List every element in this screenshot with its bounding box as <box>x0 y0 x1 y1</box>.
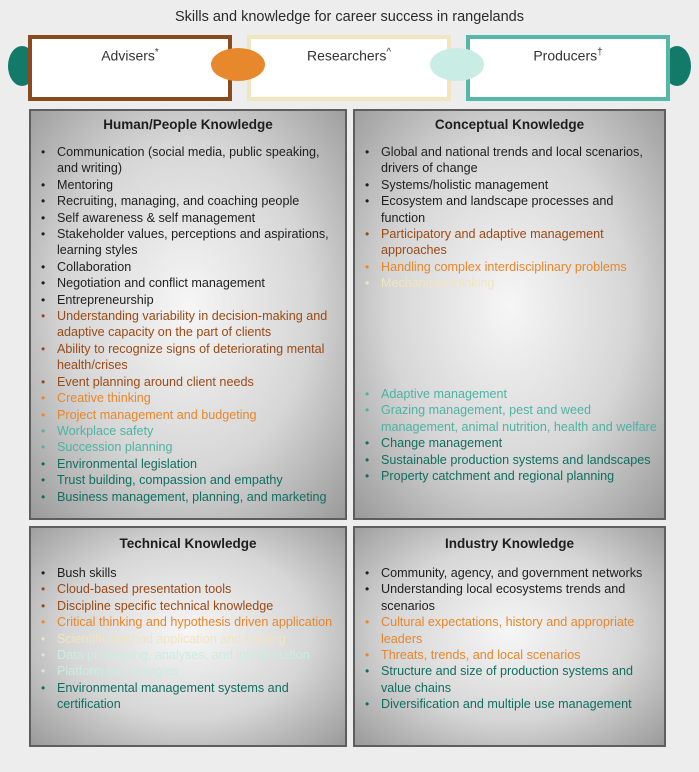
panel-title-industry: Industry Knowledge <box>444 536 574 551</box>
list-item: • Ecosystem and landscape processes and function <box>361 193 659 226</box>
role-mark-producers: † <box>597 47 603 58</box>
list-item: • Ability to recognize signs of deteriorating mental health/crises <box>37 341 337 374</box>
list-item: • Discipline specific technical knowledge <box>37 598 337 614</box>
list-item: • Global and national trends and local scenarios, drivers of change <box>361 144 659 177</box>
list-item: • Event planning around client needs <box>37 374 337 390</box>
list-item: • Project management and budgeting <box>37 407 337 423</box>
list-item: • Succession planning <box>37 439 337 455</box>
list-item: • Trust building, compassion and empathy <box>37 472 337 488</box>
list-item: • Data processing, analyses, and interpretation <box>37 647 337 663</box>
role-connector-orange <box>211 48 265 81</box>
list-item: • Business management, planning, and marketing <box>37 489 337 505</box>
role-mark-advisers: * <box>154 47 159 58</box>
list-item: • Property catchment and regional planning <box>361 468 659 484</box>
role-box-producers <box>466 35 670 101</box>
list-item: • Negotiation and conflict management <box>37 275 337 291</box>
role-label-researchers: Researchers <box>306 47 387 64</box>
list-item: • Structure and size of production systems and value chains <box>361 663 659 696</box>
role-label-producers: Producers <box>533 47 598 64</box>
list-item: • Participatory and adaptive management approaches <box>361 226 659 259</box>
list-conceptual-bottom <box>361 386 659 484</box>
list-item: • Recruiting, managing, and coaching people <box>37 193 337 209</box>
list-item: • Change management <box>361 435 659 451</box>
list-industry <box>361 565 659 713</box>
list-item: • Creative thinking <box>37 390 337 406</box>
list-item: • Mechanistic thinking <box>361 275 659 291</box>
list-conceptual-top <box>361 144 659 292</box>
list-item: • Understanding variability in decision-making and adaptive capacity on the part of clients <box>37 308 337 341</box>
list-item: • Scientific method application and training <box>37 631 337 647</box>
panel-title-human: Human/People Knowledge <box>103 117 273 132</box>
list-item: • Community, agency, and government networks <box>361 565 659 581</box>
list-item: • Workplace safety <box>37 423 337 439</box>
panel-conceptual-knowledge <box>353 109 666 520</box>
list-item: • Cultural expectations, history and appropriate leaders <box>361 614 659 647</box>
panel-title-conceptual: Conceptual Knowledge <box>434 117 585 132</box>
list-item: • Understanding local ecosystems trends and scenarios <box>361 581 659 614</box>
panel-human-people-knowledge <box>29 109 347 520</box>
list-item: • Threats, trends, and local scenarios <box>361 647 659 663</box>
list-item: • Diversification and multiple use management <box>361 696 659 712</box>
list-technical <box>37 565 337 713</box>
list-item: • Cloud-based presentation tools <box>37 581 337 597</box>
role-box-advisers <box>28 35 232 101</box>
list-item: • Critical thinking and hypothesis driven application <box>37 614 337 630</box>
list-human <box>37 144 337 505</box>
list-item: • Sustainable production systems and landscapes <box>361 452 659 468</box>
list-item: • Entrepreneurship <box>37 292 337 308</box>
list-item: • Mentoring <box>37 177 337 193</box>
list-item: • Handling complex interdisciplinary problems <box>361 259 659 275</box>
role-connector-mint <box>430 48 484 81</box>
list-item: • Adaptive management <box>361 386 659 402</box>
list-item: • Platform technologies <box>37 663 337 679</box>
list-item: • Bush skills <box>37 565 337 581</box>
role-mark-researchers: ^ <box>386 47 392 58</box>
role-label-advisers: Advisers <box>101 47 155 64</box>
role-box-researchers <box>247 35 451 101</box>
list-item: • Stakeholder values, perceptions and aspirations, learning styles <box>37 226 337 259</box>
panel-technical-knowledge <box>29 526 347 747</box>
list-item: • Self awareness & self management <box>37 210 337 226</box>
list-item: • Collaboration <box>37 259 337 275</box>
list-item: • Grazing management, pest and weed management, animal nutrition, health and welfare <box>361 402 659 435</box>
panel-title-technical: Technical Knowledge <box>119 536 257 551</box>
panel-industry-knowledge <box>353 526 666 747</box>
list-item: • Environmental management systems and certification <box>37 680 337 713</box>
list-item: • Communication (social media, public speaking, and writing) <box>37 144 337 177</box>
diagram-title: Skills and knowledge for career success in rangelands <box>175 9 524 25</box>
list-item: • Environmental legislation <box>37 456 337 472</box>
list-item: • Systems/holistic management <box>361 177 659 193</box>
